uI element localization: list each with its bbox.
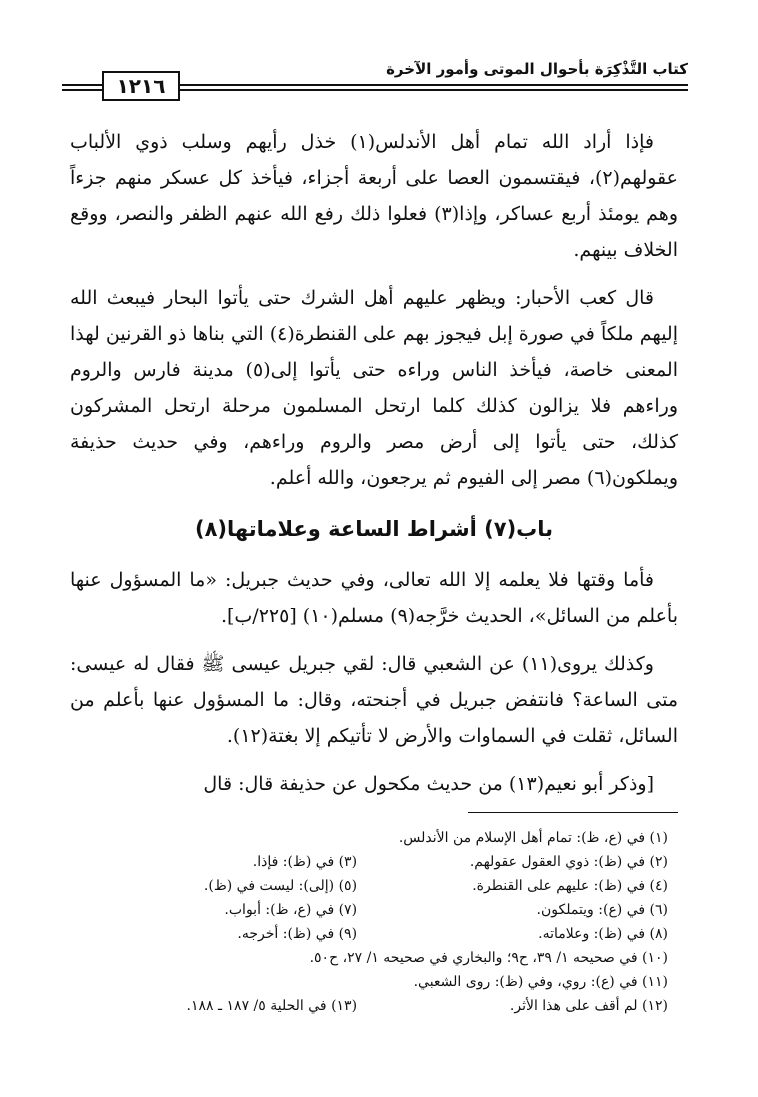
footnote-item: (١٠) في صحيحه ١/ ٣٩، ح٩؛ والبخاري في صحيحه ١/ ٢٧، ح٥٠. bbox=[309, 950, 668, 966]
footnote-item: (١١) في (ع): روي، وفي (ظ): روى الشعبي. bbox=[413, 974, 668, 990]
paragraph-4: وكذلك يروى(١١) عن الشعبي قال: لقي جبريل عيسى ﷺ فقال له عيسى: متى الساعة؟ فانتفض جبريل في أجنحته، وقال: ما المسؤول عنها بأعلم من السائل، ثقلت في السماوات والأرض لا تأتيكم إلا بغتة(١٢). bbox=[70, 653, 678, 747]
footnotes bbox=[70, 826, 668, 1018]
paragraph-5: [وذكر أبو نعيم(١٣) من حديث مكحول عن حذيفة قال: قال bbox=[203, 773, 654, 795]
footnote-item: (٢) في (ظ): ذوي العقول عقولهم. bbox=[469, 854, 668, 870]
page-header bbox=[62, 58, 688, 106]
footnote-item: (١٢) لم أقف على هذا الأثر. bbox=[509, 998, 668, 1014]
section-heading: باب(٧) أشراط الساعة وعلاماتها(٨) bbox=[194, 517, 554, 541]
paragraph-2: قال كعب الأحبار: ويظهر عليهم أهل الشرك حتى يأتوا البحار فيبعث الله إليهم ملكاً في صورة إبل فيجوز بهم على القنطرة(٤) التي بناها ذو القرنين لهذا المعنى خاصة، فيأخذ الناس وراءه حتى يأتوا إلى(٥) مدينة فارس والروم وراءهم فلا يزالون كذلك كلما ارتحل المسلمون مرحلة ارتحل المشركون كذلك، حتى يأتوا إلى أرض مصر والروم وراءهم، وفي حديث حذيفة ويملكون(٦) مصر إلى الفيوم ثم يرجعون، والله أعلم. bbox=[70, 287, 678, 489]
footnote-item: (٧) في (ع، ظ): أبواب. bbox=[224, 902, 358, 918]
footnote-item: (٦) في (ع): ويتملكون. bbox=[536, 902, 668, 918]
footnote-item: (٥) (إلى): ليست في (ظ). bbox=[203, 878, 358, 894]
paragraph-1: فإذا أراد الله تمام أهل الأندلس(١) خذل رأيهم وسلب ذوي الألباب عقولهم(٢)، فيقتسمون العصا على أربعة أجزاء، فيأخذ كل عسكر منهم جزءاً وهم يومئذ أربع عساكر، وإذا(٣) فعلوا ذلك رفع الله عنهم الظفر والنصر، ووقع الخلاف بينهم. bbox=[70, 131, 679, 261]
page-body bbox=[70, 124, 678, 814]
footnote-item: (٨) في (ظ): وعلاماته. bbox=[538, 926, 668, 942]
page-number: ١٢١٦ bbox=[102, 71, 180, 101]
footnote-item: (٤) في (ظ): عليهم على القنطرة. bbox=[472, 878, 668, 894]
footnote-item: (١) في (ع، ظ): تمام أهل الإسلام من الأندلس. bbox=[398, 830, 668, 846]
footnote-item: (٣) في (ظ): فإذا. bbox=[252, 854, 358, 870]
paragraph-3: فأما وقتها فلا يعلمه إلا الله تعالى، وفي حديث جبريل: «ما المسؤول عنها بأعلم من السائل»، الحديث خرَّجه(٩) مسلم(١٠) [٢٢٥/ب]. bbox=[70, 569, 678, 627]
footnote-item: (٩) في (ظ): أخرجه. bbox=[237, 926, 358, 942]
running-title: كتاب التَّذْكِرَة بأحوال الموتى وأمور الآخرة bbox=[386, 60, 688, 78]
footnote-item: (١٣) في الحلية ٥/ ١٨٧ ـ ١٨٨. bbox=[186, 998, 358, 1014]
